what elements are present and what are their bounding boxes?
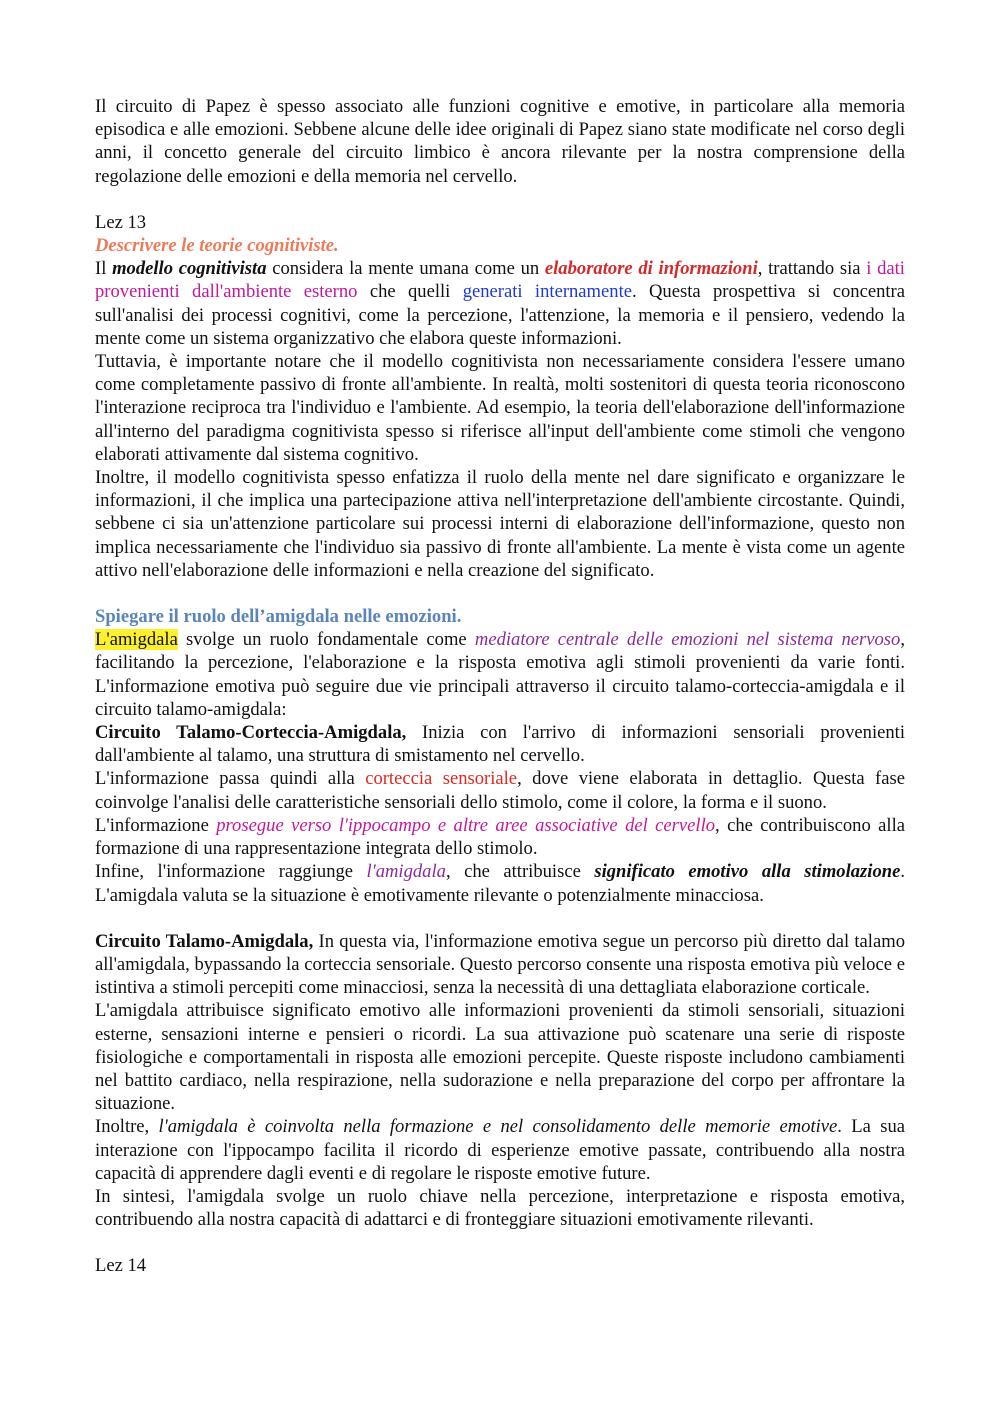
highlighted-term-amygdala: L'amigdala: [95, 629, 178, 651]
text-run: che quelli: [357, 281, 463, 303]
emphasis-cognitive-model: modello cognitivista: [112, 258, 267, 280]
text-run: svolge un ruolo fondamentale come: [177, 629, 475, 651]
text-run: Infine, l'informazione raggiunge: [95, 861, 367, 883]
cognitivist-paragraph-2: Tuttavia, è importante notare che il modello cognitivista non necessariamente considera l'essere umano come completamente passivo di fronte all'ambiente. In realtà, molti sostenitori di questa teoria riconoscono l'interazione reciproca tra l'individuo e l'ambiente. Ad esempio, la teoria dell'elaborazione dell'informazione all'interno del paradigma cognitivista spesso si riferisce all'input dell'ambiente come stimoli che vengono elaborati attivamente dal sistema cognitivo.: [95, 351, 905, 465]
text-run: Inizia con l'arrivo di informazioni sensoriali provenienti dall'ambiente al talamo, una struttura di smistamento nel cervello.: [95, 722, 905, 767]
text-run: , che attribuisce: [445, 861, 595, 883]
emphasis-internal-data: generati internamente: [462, 281, 632, 303]
emphasis-emotional-memories: l'amigdala è coinvolta nella formazione e nel consolidamento delle memorie emotive: [158, 1116, 838, 1138]
amygdala-intro-paragraph: [95, 628, 905, 721]
emphasis-sensory-cortex: corteccia sensoriale: [365, 768, 518, 790]
text-run: L'informazione passa quindi alla: [95, 768, 366, 790]
section-title-amygdala: Spiegare il ruolo dell’amigdala nelle emozioni.: [95, 606, 462, 628]
text-run: Inoltre,: [95, 1116, 159, 1138]
sensory-cortex-paragraph: [95, 767, 905, 813]
text-run: . L'amigdala valuta se la situazione è emotivamente rilevante o potenzialmente minacciosa.: [95, 861, 905, 906]
circuit-heading-thalamo-cortex-amygdala: Circuito Talamo-Corteccia-Amigdala,: [95, 722, 407, 744]
cognitivist-paragraph-1: [95, 257, 905, 350]
text-run: , facilitando la percezione, l'elaborazione e la risposta emotiva agli stimoli provenienti da varie fonti. L'informazione emotiva può seguire due vie principali attraverso il circuito talamo-corteccia-amigdala e il circuito talamo-amigdala:: [95, 629, 905, 720]
cognitivist-paragraph-3: Inoltre, il modello cognitivista spesso enfatizza il ruolo della mente nel dare significato e organizzare le informazioni, il che implica una partecipazione attiva nell'interpretazione dell'ambiente circostante. Quindi, sebbene ci sia un'attenzione particolare sui processi interni di elaborazione dell'informazione, questo non implica necessariamente che l'individuo sia passivo di fronte all'ambiente. La mente è vista come un agente attivo nell'elaborazione delle informazioni e nella creazione del significato.: [95, 467, 905, 581]
emphasis-hippocampus-path: prosegue verso l'ippocampo e altre aree associative del cervello: [216, 814, 716, 836]
text-run: considera la mente umana come un: [266, 258, 545, 280]
thalamo-cortex-amygdala-paragraph: [95, 721, 905, 767]
spacer: [95, 582, 905, 605]
summary-paragraph: In sintesi, l'amigdala svolge un ruolo chiave nella percezione, interpretazione e risposta emotiva, contribuendo alla nostra capacità di adattarci e di fronteggiare situazioni emotivamente rilevanti.: [95, 1185, 905, 1231]
spacer: [95, 907, 905, 930]
amygdala-meaning-paragraph: [95, 860, 905, 906]
text-run: . Questa prospettiva si concentra sull'analisi dei processi cognitivi, come la percezione, l'attenzione, la memoria e il pensiero, vedendo la mente come un sistema organizzativo che elabora queste informazioni.: [95, 281, 905, 349]
lesson-14-label: Lez 14: [95, 1255, 147, 1277]
text-run: , che contribuiscono alla formazione di una rappresentazione integrata dello stimolo.: [95, 814, 905, 860]
emphasis-emotional-meaning: significato emotivo alla stimolazione: [594, 861, 901, 883]
spacer: [95, 188, 905, 211]
papez-paragraph: Il circuito di Papez è spesso associato alle funzioni cognitive e emotive, in particolare alla memoria episodica e alle emozioni. Sebbene alcune delle idee originali di Papez siano state modificate nel corso degli anni, il concetto generale del circuito limbico è ancora rilevante per la nostra comprensione della regolazione delle emozioni e della memoria nel cervello.: [95, 96, 905, 187]
lesson-13-label: Lez 13: [95, 211, 147, 233]
text-run: In questa via, l'informazione emotiva segue un percorso più diretto dal talamo all'amigdala, bypassando la corteccia sensoriale. Questo percorso consente una risposta emotiva più veloce e istintiva a stimoli percepiti come minacciosi, senza la necessità di una dettagliata elaborazione corticale.: [95, 930, 905, 999]
text-run: , trattando sia: [757, 258, 867, 280]
circuit-heading-thalamo-amygdala: Circuito Talamo-Amigdala,: [95, 930, 314, 952]
text-run: L'informazione: [95, 814, 217, 836]
document-body: [95, 95, 905, 1278]
text-run: . La sua interazione con l'ippocampo facilita il ricordo di esperienze emotive passate, contribuendo alla nostra capacità di apprendere dagli eventi e di regolare le risposte emotive future.: [95, 1116, 906, 1184]
hippocampus-paragraph: [95, 814, 905, 860]
emphasis-central-mediator: mediatore centrale delle emozioni nel sistema nervoso: [474, 629, 901, 651]
text-run: Il: [95, 258, 113, 280]
emphasis-external-data: i dati provenienti dall'ambiente esterno: [95, 258, 905, 303]
section-title-cognitivist-theories: Descrivere le teorie cognitiviste.: [95, 235, 339, 257]
emotional-responses-paragraph: L'amigdala attribuisce significato emotivo alle informazioni provenienti da stimoli sensoriali, situazioni esterne, sensazioni interne e pensieri o ricordi. La sua attivazione può scatenare una serie di risposte fisiologiche e comportamentali in risposta alle emozioni percepite. Queste risposte includono cambiamenti nel battito cardiaco, nella respirazione, nella sudorazione e nella preparazione del corpo per affrontare la situazione.: [95, 1000, 905, 1115]
emphasis-amygdala: l'amigdala: [366, 861, 446, 883]
emotional-memory-paragraph: [95, 1115, 905, 1185]
emphasis-information-processor: elaboratore di informazioni: [544, 258, 758, 280]
spacer: [95, 1231, 905, 1254]
text-run: , dove viene elaborata in dettaglio. Questa fase coinvolge l'analisi delle caratteristiche sensoriali dello stimolo, come il colore, la forma e il suono.: [95, 768, 905, 813]
thalamo-amygdala-paragraph: [95, 930, 905, 1000]
